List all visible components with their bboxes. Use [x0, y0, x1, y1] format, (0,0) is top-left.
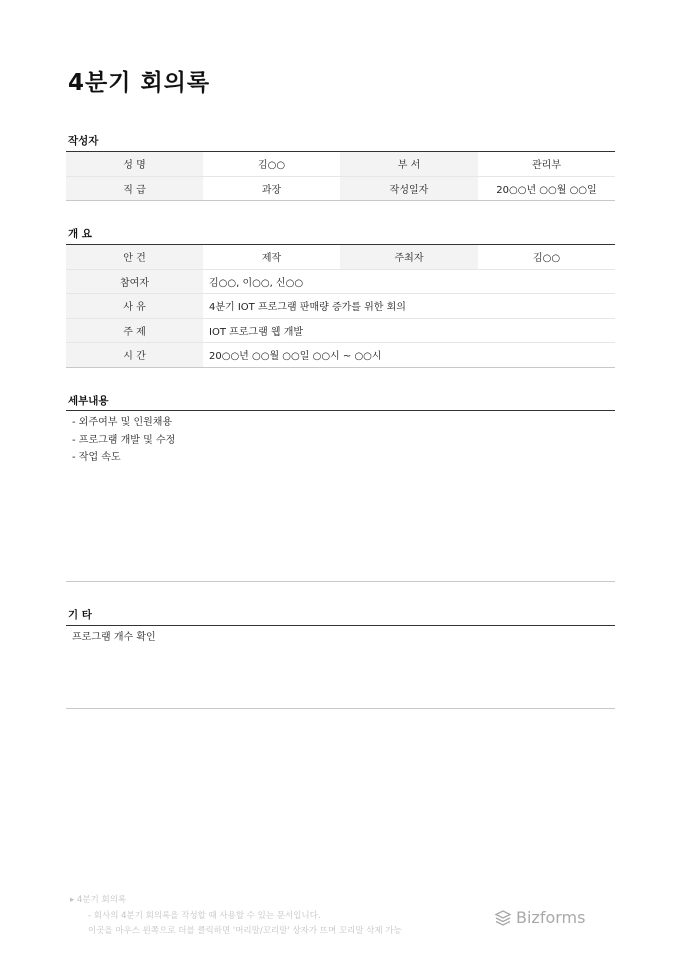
table-row — [66, 245, 615, 270]
topic-label: 주 제 — [66, 318, 203, 343]
name-label: 성 명 — [66, 152, 203, 177]
participants-value[interactable]: 김○○, 이○○, 신○○ — [203, 269, 615, 294]
author-section-heading: 작성자 — [68, 135, 99, 147]
agenda-value[interactable]: 제작 — [203, 245, 340, 270]
table-row — [66, 176, 615, 201]
list-item: - 프로그램 개발 및 수정 — [72, 434, 176, 446]
list-item: 프로그램 개수 확인 — [72, 632, 156, 643]
topic-value[interactable]: IOT 프로그램 웹 개발 — [203, 318, 615, 343]
table-row — [66, 318, 615, 343]
table-row — [66, 269, 615, 294]
table-row — [66, 152, 615, 177]
footer-title: ▸ 4분기 회의록 — [70, 895, 127, 905]
overview-section-heading: 개 요 — [68, 228, 92, 240]
rank-value[interactable]: 과장 — [261, 184, 282, 196]
reason-value[interactable]: 4분기 IOT 프로그램 판매량 증가를 위한 회의 — [203, 294, 615, 319]
page-title: 4분기 회의록 — [68, 70, 211, 96]
bizforms-logo-icon — [494, 909, 512, 927]
overview-table — [66, 244, 615, 368]
details-section-heading: 세부내용 — [68, 395, 109, 407]
participants-label: 참여자 — [66, 269, 203, 294]
date-label: 작성일자 — [340, 176, 478, 201]
table-row — [66, 294, 615, 319]
date-value[interactable]: 20○○년 ○○월 ○○일 — [496, 184, 597, 196]
rank-label: 직 급 — [66, 176, 203, 201]
table-row — [66, 343, 615, 368]
list-item: - 작업 속도 — [72, 452, 121, 463]
etc-section-heading: 기 타 — [68, 609, 92, 621]
author-table — [66, 151, 615, 201]
footer[interactable] — [70, 893, 402, 940]
agenda-label: 안 건 — [66, 245, 203, 270]
department-value[interactable]: 관리부 — [478, 152, 615, 177]
reason-label: 사 유 — [66, 294, 203, 319]
footer-description: - 회사의 4분기 회의록을 작성할 때 사용할 수 있는 문서입니다. — [88, 910, 321, 921]
list-item: - 외주여부 및 인원채용 — [72, 417, 173, 428]
footer-hint: 이곳을 마우스 왼쪽으로 더블 클릭하면 '머리말/꼬리말' 상자가 뜨며 꼬리말 삭제 가능 — [88, 926, 402, 936]
brand-name: Bizforms — [516, 908, 586, 927]
time-label: 시 간 — [66, 343, 203, 368]
host-label: 주최자 — [340, 245, 478, 270]
name-value[interactable]: 김○○ — [203, 152, 340, 177]
department-label: 부 서 — [340, 152, 478, 177]
etc-box[interactable] — [66, 625, 615, 709]
details-box[interactable] — [66, 410, 615, 582]
time-value[interactable]: 20○○년 ○○월 ○○일 ○○시 ~ ○○시 — [209, 351, 382, 363]
brand-logo — [494, 908, 585, 927]
host-value[interactable]: 김○○ — [478, 245, 615, 270]
